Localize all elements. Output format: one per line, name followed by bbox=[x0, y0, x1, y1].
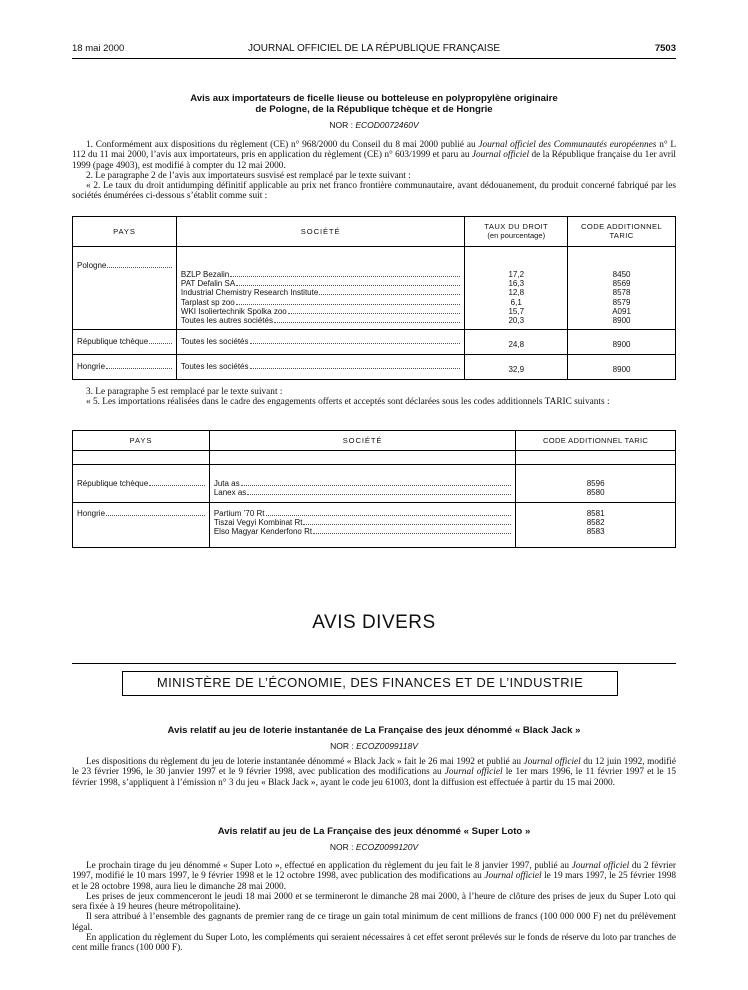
nor-label: NOR : bbox=[329, 120, 353, 130]
dot-leader bbox=[313, 527, 511, 534]
paragraph-3: Il sera attribué à l’ensemble des gagnants de premier rang de ce tirage un gain total minimum de cent millions de francs (100 000 000 F) net du prélèvement légal. bbox=[72, 912, 676, 933]
paragraph-3: « 2. Le taux du droit antidumping définitif applicable au prix net franco frontière communautaire, avant dédouanement, du produit concerné fabriqué par les sociétés énumérées ci-dessous s’établit comme suit : bbox=[72, 181, 676, 202]
nor-reference-3 bbox=[72, 842, 676, 852]
cell-taric bbox=[516, 503, 676, 548]
duty-rate: 15,7 bbox=[508, 306, 525, 316]
company-name: Toutes les autres sociétés bbox=[181, 316, 460, 325]
country-name: Hongrie bbox=[77, 362, 172, 371]
dot-leader bbox=[149, 479, 205, 486]
ministry-box: MINISTÈRE DE L’ÉCONOMIE, DES FINANCES ET DE L’INDUSTRIE bbox=[122, 671, 618, 696]
taric-code: 8578 bbox=[612, 288, 631, 298]
table-row bbox=[73, 355, 676, 380]
notice-title bbox=[72, 93, 676, 115]
nor-code: ECOZ0099120V bbox=[355, 842, 419, 852]
country-name: Pologne bbox=[77, 261, 172, 270]
taric-code: 8582 bbox=[586, 518, 605, 528]
taric-code: 8900 bbox=[612, 340, 631, 350]
col-header-country: PAYS bbox=[73, 217, 177, 247]
company-name: Toutes les sociétés bbox=[181, 337, 460, 346]
cell-company bbox=[176, 247, 464, 330]
taric-code: 8900 bbox=[612, 316, 631, 326]
taric-code: 8581 bbox=[586, 509, 605, 518]
nor-reference bbox=[72, 120, 676, 130]
cell-taric bbox=[568, 247, 676, 330]
col-header-company: SOCIÉTÉ bbox=[209, 431, 515, 451]
taric-code: 8580 bbox=[586, 488, 605, 498]
nor-code: ECOZ0099118V bbox=[356, 741, 418, 751]
cell-company bbox=[176, 330, 464, 355]
duty-rate: 24,8 bbox=[508, 340, 525, 350]
paragraph-2: Les prises de jeux commenceront le jeudi 18 mai 2000 et se termineront le dimanche 28 mai 2000, à l’heure de clôture des prises de jeux du Super Loto qui sera fixée à 19 heures (heure métropolitaine). bbox=[72, 891, 676, 913]
taric-code-table bbox=[72, 430, 676, 548]
spacer-row bbox=[73, 451, 676, 465]
company-name: Tiszai Vegyi Kombinat Rt bbox=[214, 518, 511, 527]
table-body bbox=[73, 465, 676, 548]
cell-taric bbox=[568, 330, 676, 355]
col-header-rate: TAUX DU DROIT (en pourcentage) bbox=[465, 217, 568, 247]
company-name: Industrial Chemistry Research Institute bbox=[181, 288, 460, 297]
nor-label: NOR : bbox=[330, 741, 354, 751]
duty-rate: 20,3 bbox=[508, 316, 525, 326]
issue-date: 18 mai 2000 bbox=[72, 43, 125, 54]
running-header bbox=[72, 43, 676, 57]
company-name: Elso Magyar Kenderfono Rt bbox=[214, 527, 511, 536]
dot-leader bbox=[106, 509, 205, 516]
cell-rate bbox=[465, 330, 568, 355]
country-name: République tchèque bbox=[77, 337, 172, 346]
cell-country bbox=[73, 503, 210, 548]
taric-code: A091 bbox=[612, 306, 631, 316]
company-name: Tarplast sp zoo bbox=[181, 298, 460, 307]
dot-leader bbox=[250, 362, 461, 369]
company-name: PAT Defalin SA bbox=[181, 279, 460, 288]
notice-2-body bbox=[72, 757, 676, 788]
notice-3-body bbox=[72, 861, 676, 954]
cell-taric bbox=[516, 465, 676, 503]
dot-leader bbox=[149, 337, 172, 344]
paragraph-4: En application du règlement du Super Loto, les compléments qui seraient nécessaires à cet effet seront prélevés sur le fonds de réserve du loto par tranches de cent mille francs (100 000 F). bbox=[72, 933, 676, 954]
header-rule bbox=[72, 58, 676, 59]
paragraph-5: « 5. Les importations réalisées dans le cadre des engagements offerts et acceptés sont déclarées sous les codes additionnels TARIC suivants : bbox=[86, 397, 610, 408]
duty-rate: 17,2 bbox=[508, 270, 525, 279]
taric-code: 8900 bbox=[612, 365, 631, 375]
col-header-country: PAYS bbox=[73, 431, 210, 451]
country-name: République tchèque bbox=[77, 479, 205, 488]
journal-title: JOURNAL OFFICIEL DE LA RÉPUBLIQUE FRANÇAISE bbox=[247, 43, 501, 54]
company-name: Juta as bbox=[214, 479, 511, 488]
dot-leader bbox=[266, 509, 512, 516]
cell-taric bbox=[568, 355, 676, 380]
notice-3-title: Avis relatif au jeu de La Française des jeux dénommé « Super Loto » bbox=[217, 826, 531, 837]
cell-company bbox=[176, 355, 464, 380]
cell-company bbox=[209, 465, 515, 503]
dot-leader bbox=[241, 479, 512, 486]
cell-country bbox=[73, 330, 177, 355]
section-title: AVIS DIVERS bbox=[312, 612, 436, 633]
notice-2-title: Avis relatif au jeu de loterie instantanée de La Française des jeux dénommé « Black Jack » bbox=[167, 725, 581, 736]
cell-rate bbox=[465, 355, 568, 380]
duty-rate: 16,3 bbox=[508, 279, 525, 289]
cell-country bbox=[73, 355, 177, 380]
cell-company bbox=[209, 503, 515, 548]
cell-country bbox=[73, 465, 210, 503]
taric-code: 8569 bbox=[612, 279, 631, 289]
dot-leader bbox=[107, 261, 172, 268]
paragraph-1: Le prochain tirage du jeu dénommé « Super Loto », effectué en application du règlement du jeu fait le 8 janvier 1997, publié au Journal officiel du 2 février 1997, modifié le 10 mars 1997, le 9 février 1998 et le 12 octobre 1998, avec publication des modifications au Journal officiel le 19 mars 1997, le 25 février 1998 et le 28 octobre 1998, aura lieu le dimanche 28 mai 2000. bbox=[72, 861, 676, 892]
company-name: BZLP Bezalin bbox=[181, 270, 460, 279]
col-header-company: SOCIÉTÉ bbox=[176, 217, 464, 247]
table-row bbox=[73, 465, 676, 503]
notice-body bbox=[72, 140, 676, 202]
cell-country bbox=[73, 247, 177, 330]
section-rule bbox=[72, 663, 676, 664]
duty-rate: 32,9 bbox=[508, 365, 525, 375]
col-header-taric: CODE ADDITIONNEL TARIC bbox=[568, 217, 676, 247]
company-name: WKI Isoliertechnik Spolka zoo bbox=[181, 307, 460, 316]
company-name: Toutes les sociétés bbox=[181, 362, 460, 371]
antidumping-rate-table bbox=[72, 216, 676, 380]
dot-leader bbox=[106, 362, 172, 369]
nor-reference-2 bbox=[72, 741, 676, 751]
dot-leader bbox=[303, 518, 511, 525]
paragraph-4: 3. Le paragraphe 5 est remplacé par le texte suivant : bbox=[86, 387, 283, 397]
taric-code: 8450 bbox=[612, 270, 631, 279]
dot-leader bbox=[230, 270, 460, 277]
dot-leader bbox=[236, 279, 460, 286]
dot-leader bbox=[247, 488, 511, 495]
duty-rate: 12,8 bbox=[508, 288, 525, 298]
page-number: 7503 bbox=[654, 43, 676, 54]
table-row bbox=[73, 503, 676, 548]
taric-code: 8596 bbox=[586, 479, 605, 488]
paragraph: Les dispositions du règlement du jeu de loterie instantanée dénommé « Black Jack » fait le 26 mai 1992 et publié au Journal officiel du 12 juin 1992, modifié le 23 février 1996, le 30 janvier 1997 et le 9 février 1998, avec publication des modifications au Journal officiel le 1er mars 1996, le 11 février 1997 et le 15 février 1998, s’appliquent à l’émission n° 3 du jeu « Black Jack », ayant le code jeu 61003, dont la diffusion est effectuée à partir du 15 mai 2000. bbox=[72, 757, 677, 788]
nor-label: NOR : bbox=[329, 842, 354, 852]
cell-rate bbox=[465, 247, 568, 330]
taric-code: 8583 bbox=[586, 527, 605, 537]
dot-leader bbox=[274, 316, 460, 323]
table-row bbox=[73, 247, 676, 330]
table-body bbox=[73, 247, 676, 380]
dot-leader bbox=[236, 298, 461, 305]
company-name: Lanex as bbox=[214, 488, 511, 497]
paragraph-2: 2. Le paragraphe 2 de l’avis aux importateurs susvisé est remplacé par le texte suivant : bbox=[86, 170, 411, 181]
nor-code: ECOD0072460V bbox=[355, 120, 419, 130]
dot-leader bbox=[250, 337, 461, 344]
company-name: Partium ’70 Rt bbox=[214, 509, 511, 518]
notice-body-2 bbox=[72, 387, 676, 408]
dot-leader bbox=[288, 307, 461, 314]
duty-rate: 6,1 bbox=[510, 297, 522, 307]
col-header-taric: CODE ADDITIONNEL TARIC bbox=[516, 431, 676, 451]
notice-title-line-1: Avis aux importateurs de ficelle lieuse ou botteleuse en polypropylène originaire bbox=[190, 93, 558, 104]
country-name: Hongrie bbox=[77, 509, 205, 518]
taric-code: 8579 bbox=[612, 297, 631, 307]
paragraph-1: 1. Conformément aux dispositions du règlement (CE) n° 968/2000 du Conseil du 8 mai 2000 publié au Journal officiel des Communautés européennes n° L 112 du 11 mai 2000, l’avis aux importateurs, pris en application du règlement (CE) n° 603/1999 et paru au Journal officiel de la République française du 1er avril 1999 (page 4903), est modifié à compter du 12 mai 2000. bbox=[72, 140, 677, 171]
notice-title-line-2: de Pologne, de la République tchèque et de Hongrie bbox=[255, 104, 493, 115]
table-row bbox=[73, 330, 676, 355]
dot-leader bbox=[319, 288, 460, 295]
